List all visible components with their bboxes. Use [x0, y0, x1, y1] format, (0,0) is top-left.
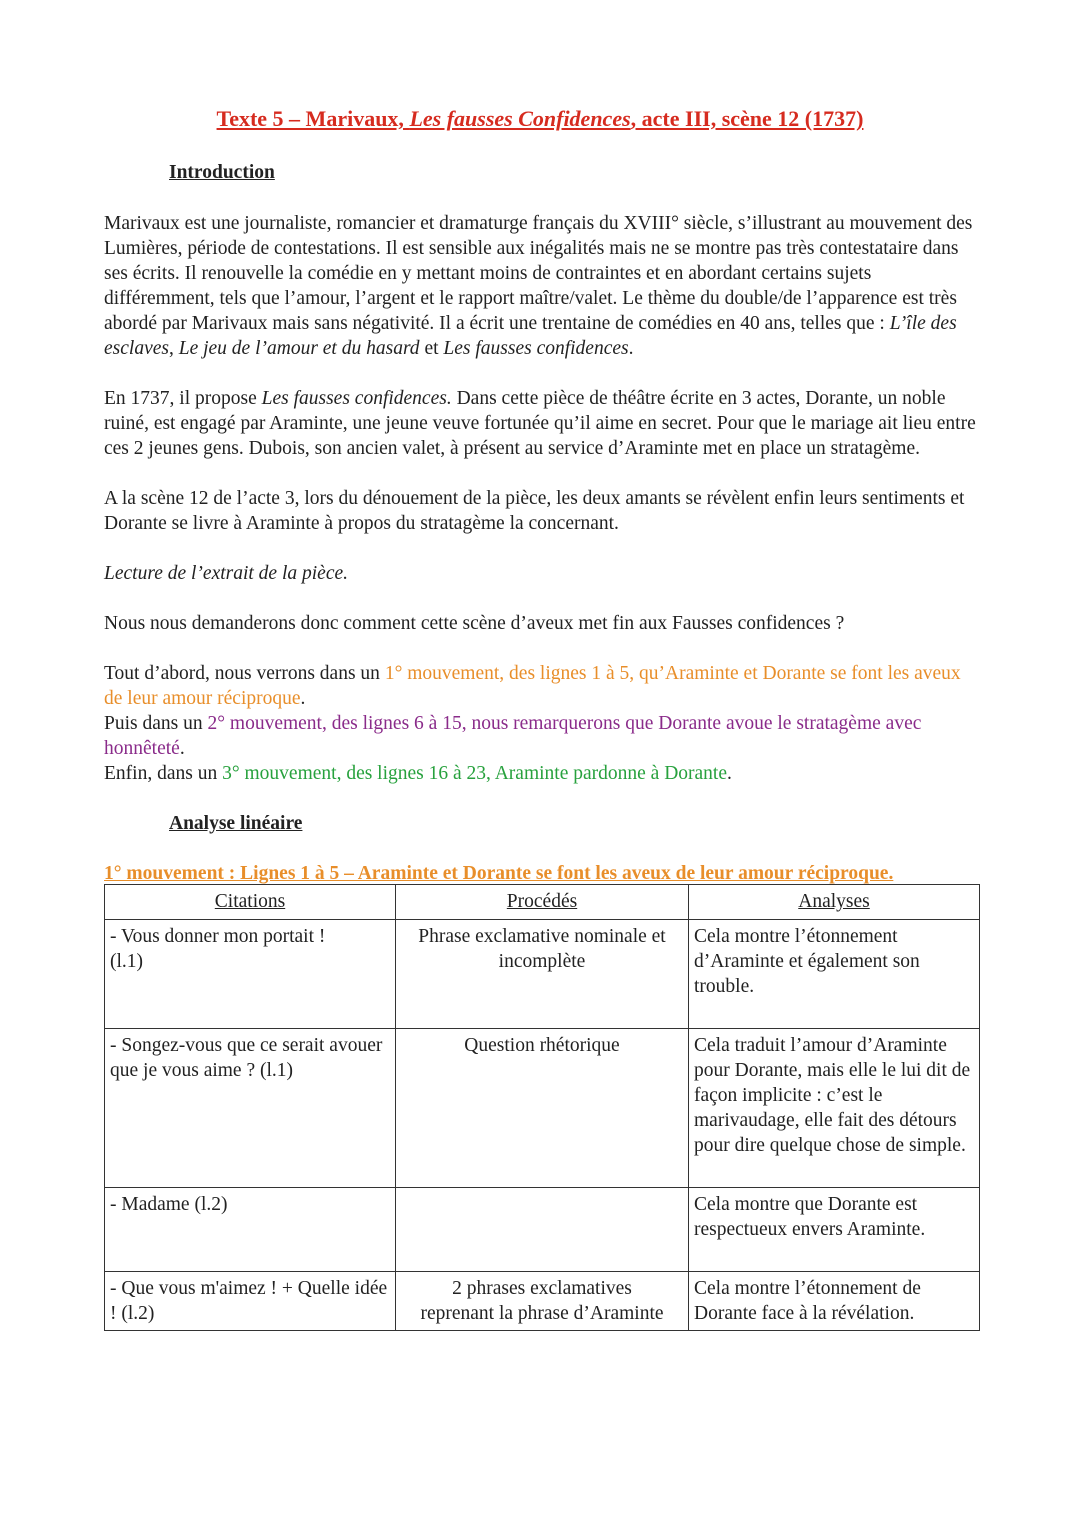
- plan-movement-1: 1° mouvement, des lignes 1 à 5, qu’Araminte et Dorante se font les aveux de leur amour réciproque: [104, 663, 961, 709]
- movement-1-title: 1° mouvement : Lignes 1 à 5 – Araminte et Dorante se font les aveux de leur amour réciproque.: [104, 863, 894, 884]
- cell-spacer: [694, 1158, 974, 1183]
- plan-line-2: [104, 711, 976, 761]
- header-citations: Citations: [105, 885, 396, 920]
- title-part2: , acte III, scène 12 (1737): [630, 106, 864, 131]
- title-part1: Texte 5 – Marivaux,: [216, 106, 410, 131]
- intro-p1-text: Marivaux est une journaliste, romancier et dramaturge français du XVIII° siècle, s’illustrant au mouvement des Lumières, période de contestations. Il est sensible aux inégalités mais ne se montre pas très contestataire dans ses écrits. Il renouvelle la comédie en y mettant moins de contraintes et en abordant certains sujets différemment, tels que l’amour, l’argent et le rapport maître/valet. Le thème du double/de l’apparence est très abordé par Marivaux mais sans négativité. Il a écrit une trentaine de comédies en 40 ans, telles que :: [104, 213, 973, 334]
- document-page: [104, 104, 976, 1331]
- analyse-cell: [689, 920, 980, 1029]
- cell-spacer: [694, 1242, 974, 1267]
- citation-line: - Que vous m'aimez ! + Quelle idée ! (l.2): [110, 1278, 388, 1324]
- citation-cell: [105, 1188, 396, 1272]
- intro-paragraph-2: [104, 386, 976, 461]
- plan-line-2-end: .: [179, 738, 185, 759]
- citation-cell: [105, 920, 396, 1029]
- plan-movement-2: 2° mouvement, des lignes 6 à 15, nous remarquerons que Dorante avoue le stratagème avec honnêteté: [104, 713, 922, 759]
- plan-line-3-before: Enfin, dans un: [104, 763, 223, 784]
- intro-p1-sep2: et: [419, 338, 444, 359]
- intro-p2-before: En 1737, il propose: [104, 388, 262, 409]
- citation-line: - Songez-vous que ce serait avouer que je vous aime ? (l.1): [110, 1035, 383, 1081]
- procede-line: Question rhétorique: [464, 1035, 620, 1056]
- intro-paragraph-1: [104, 211, 976, 361]
- work-fausses-confidences: Les fausses confidences: [443, 338, 629, 359]
- table-row: [105, 1029, 980, 1188]
- plan-line-1-end: .: [300, 688, 306, 709]
- analyse-cell: [689, 1188, 980, 1272]
- document-title: [104, 104, 976, 134]
- analysis-table: [104, 884, 980, 1331]
- analyse-text: Cela traduit l’amour d’Araminte pour Dorante, mais elle le lui dit de façon implicite : c’est le marivaudage, elle fait des détours pour dire quelque chose de simple.: [694, 1035, 971, 1156]
- procede-line: Phrase exclamative nominale et: [418, 926, 666, 947]
- cell-spacer: [694, 999, 974, 1024]
- problematique: Nous nous demanderons donc comment cette scène d’aveux met fin aux Fausses confidences ?: [104, 613, 845, 634]
- intro-p2-work: Les fausses confidences.: [261, 388, 452, 409]
- table-row: [105, 1188, 980, 1272]
- plan-line-2-before: Puis dans un: [104, 713, 208, 734]
- procede-cell: [396, 1029, 689, 1188]
- table-row: [105, 1272, 980, 1331]
- work-jeu-de-l-amour: Le jeu de l’amour et du hasard: [178, 338, 420, 359]
- analyse-cell: [689, 1029, 980, 1188]
- citation-cell: [105, 1272, 396, 1331]
- procede-cell: [396, 920, 689, 1029]
- analyse-text: Cela montre l’étonnement d’Araminte et également son trouble.: [694, 926, 920, 997]
- plan-movement-3: 3° mouvement, des lignes 16 à 23, Araminte pardonne à Dorante: [222, 763, 727, 784]
- analyse-text: Cela montre que Dorante est respectueux envers Araminte.: [694, 1194, 926, 1240]
- analyse-cell: [689, 1272, 980, 1331]
- table-header-row: [105, 885, 980, 920]
- title-work: Les fausses Confidences: [409, 106, 631, 131]
- intro-p2-after: Dans cette pièce de théâtre écrite en 3 actes, Dorante, un noble ruiné, est engagé par Araminte, une jeune veuve fortunée qu’il aime en secret. Pour que le mariage ait lieu entre ces 2 jeunes gens. Dubois, son ancien valet, à présent au service d’Araminte met en place un stratagème.: [104, 388, 976, 459]
- table-row: [105, 920, 980, 1029]
- plan-line-3-end: .: [727, 763, 732, 784]
- header-procedes: Procédés: [396, 885, 689, 920]
- intro-paragraph-3: A la scène 12 de l’acte 3, lors du dénouement de la pièce, les deux amants se révèlent enfin leurs sentiments et Dorante se livre à Araminte à propos du stratagème la concernant.: [104, 488, 965, 534]
- citation-cell: [105, 1029, 396, 1188]
- header-analyses: Analyses: [689, 885, 980, 920]
- analyse-text: Cela montre l’étonnement de Dorante face à la révélation.: [694, 1278, 921, 1324]
- reading-note: Lecture de l’extrait de la pièce.: [104, 563, 349, 584]
- plan-line-1: [104, 661, 976, 711]
- citation-line: - Madame (l.2): [110, 1194, 228, 1215]
- procede-cell: [396, 1188, 689, 1272]
- plan-announcement: [104, 661, 976, 786]
- work-ile-des-esclaves: L’île des esclaves: [104, 313, 957, 359]
- plan-line-3: [104, 761, 976, 786]
- procede-line: reprenant la phrase d’Araminte: [420, 1303, 664, 1324]
- citation-line: - Vous donner mon portait !: [110, 926, 326, 947]
- procede-line: 2 phrases exclamatives: [452, 1278, 632, 1299]
- analyse-heading: Analyse linéaire: [169, 813, 303, 834]
- citation-line: (l.1): [110, 951, 144, 972]
- procede-line: incomplète: [498, 951, 586, 972]
- procede-cell: [396, 1272, 689, 1331]
- plan-line-1-before: Tout d’abord, nous verrons dans un: [104, 663, 385, 684]
- introduction-heading: Introduction: [169, 162, 275, 183]
- intro-p1-sep1: ,: [168, 338, 179, 359]
- intro-p1-end: .: [628, 338, 634, 359]
